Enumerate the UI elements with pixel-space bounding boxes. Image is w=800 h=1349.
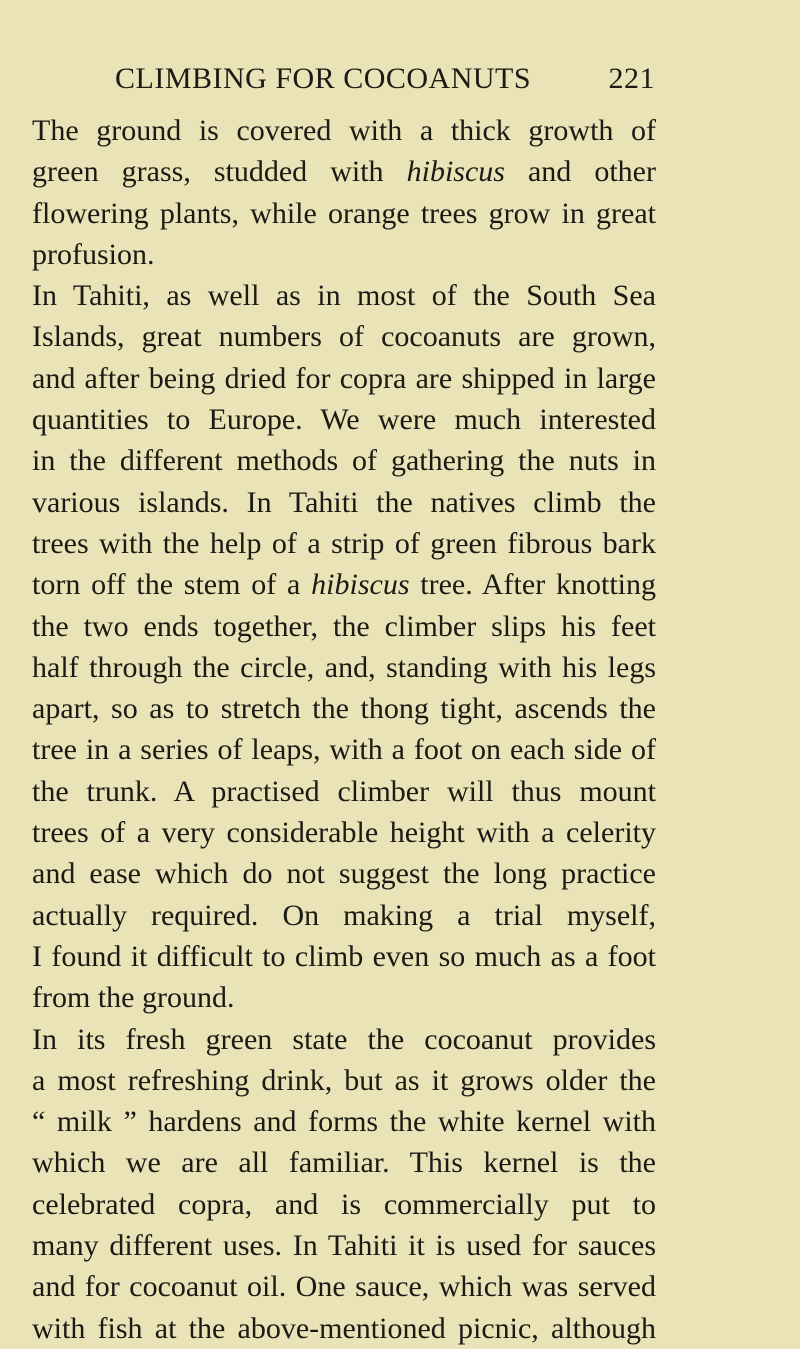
text-line: and for cocoanut oil. One sauce, which was served <box>32 1270 656 1304</box>
text-line: half through the circle, and, standing with his legs <box>32 650 656 684</box>
text-line: In Tahiti, as well as in most of the South Sea <box>32 279 656 313</box>
text-line: and after being dried for copra are shipped in large <box>32 361 656 395</box>
text-line: trees of a very considerable height with a celerity <box>32 816 656 850</box>
text-line: from the ground. <box>32 981 235 1015</box>
text-line: tree in a series of leaps, with a foot on each side of <box>32 733 656 767</box>
text-line: a most refreshing drink, but as it grows older the <box>32 1063 656 1097</box>
running-head <box>115 62 655 98</box>
text-line: quantities to Europe. We were much interested <box>32 403 656 437</box>
text-line: In its fresh green state the cocoanut provides <box>32 1022 656 1056</box>
text-line: various islands. In Tahiti the natives climb the <box>32 485 656 519</box>
page-number: 221 <box>608 62 655 95</box>
text-line: many different uses. In Tahiti it is used for sauces <box>32 1229 656 1263</box>
text-line: with fish at the above-mentioned picnic, although <box>32 1311 656 1345</box>
text-line: trees with the help of a strip of green fibrous bark <box>32 526 656 560</box>
running-title: CLIMBING FOR COCOANUTS <box>115 62 532 95</box>
text-line: apart, so as to stretch the thong tight, ascends the <box>32 692 656 726</box>
text-line: profusion. <box>32 237 155 271</box>
text-line: “ milk ” hardens and forms the white kernel with <box>32 1105 656 1139</box>
text-line: the two ends together, the climber slips his feet <box>32 609 656 643</box>
text-line: I found it difficult to climb even so much as a foot <box>32 939 656 973</box>
text-line: green grass, studded with hibiscus and other <box>32 155 656 189</box>
body-text <box>32 110 656 1349</box>
text-line: the trunk. A practised climber will thus mount <box>32 774 656 808</box>
text-line: The ground is covered with a thick growth of <box>32 114 656 147</box>
text-line: in the different methods of gathering the nuts in <box>32 444 656 478</box>
text-line: celebrated copra, and is commercially put to <box>32 1187 656 1221</box>
text-line: flowering plants, while orange trees grow in great <box>32 196 656 230</box>
text-line: Islands, great numbers of cocoanuts are grown, <box>32 320 656 354</box>
text-line: torn off the stem of a hibiscus tree. After knotting <box>32 568 656 602</box>
text-line: and ease which do not suggest the long practice <box>32 857 656 891</box>
text-line: which we are all familiar. This kernel is the <box>32 1146 656 1180</box>
text-line: actually required. On making a trial myself, <box>32 898 656 932</box>
